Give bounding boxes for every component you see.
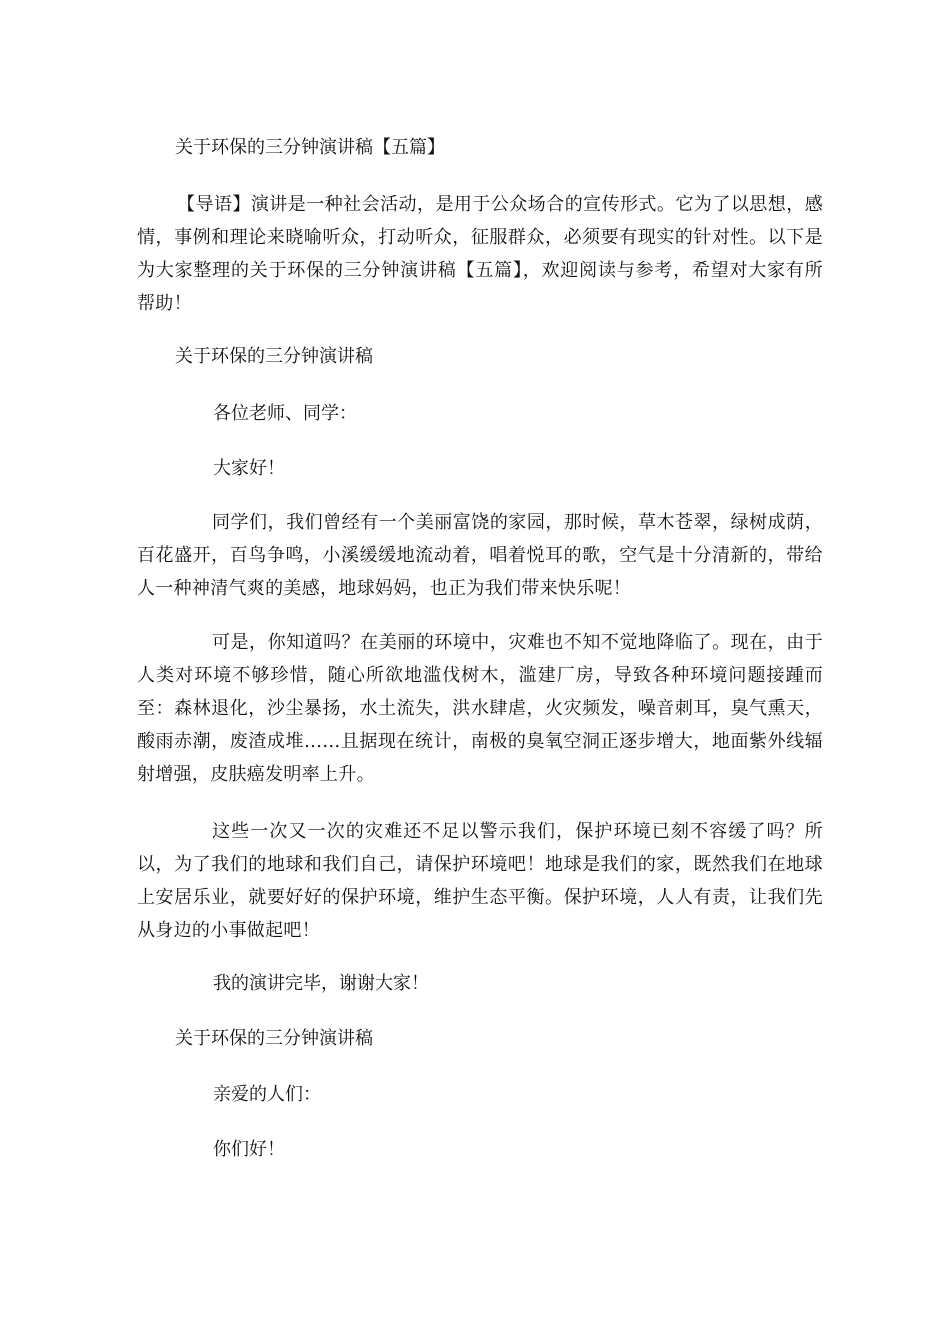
speech2-heading: 关于环保的三分钟演讲稿 xyxy=(175,1028,373,1049)
document-title: 关于环保的三分钟演讲稿【五篇】 xyxy=(175,137,445,158)
speech2-greeting: 你们好！ xyxy=(213,1139,285,1160)
speech1-heading: 关于环保的三分钟演讲稿 xyxy=(175,346,373,367)
speech1-salutation: 各位老师、同学： xyxy=(213,403,357,424)
speech1-closing: 我的演讲完毕，谢谢大家！ xyxy=(213,973,429,994)
speech1-paragraph-1: 同学们，我们曾经有一个美丽富饶的家园，那时候，草木苍翠，绿树成荫，百花盛开，百鸟争鸣，小溪缓缓地流动着，唱着悦耳的歌，空气是十分清新的，带给人一种神清气爽的美感，地球妈妈，也正为我们带来快乐呢！ xyxy=(137,512,823,599)
speech2-salutation: 亲爱的人们： xyxy=(213,1084,321,1105)
speech1-greeting: 大家好！ xyxy=(213,458,285,479)
speech1-paragraph-2: 可是，你知道吗？在美丽的环境中，灾难也不知不觉地降临了。现在，由于人类对环境不够珍惜，随心所欲地滥伐树木，滥建厂房，导致各种环境问题接踵而至：森林退化，沙尘暴扬，水土流失，洪水肆虐，火灾频发，噪音刺耳，臭气熏天，酸雨赤潮，废渣成堆……且据现在统计，南极的臭氧空洞正逐步增大，地面紫外线辐射增强，皮肤癌发明率上升。 xyxy=(137,632,823,785)
intro-paragraph: 【导语】演讲是一种社会活动，是用于公众场合的宣传形式。它为了以思想，感情，事例和理论来晓喻听众，打动听众，征服群众，必须要有现实的针对性。以下是为大家整理的关于环保的三分钟演讲稿【五篇】，欢迎阅读与参考，希望对大家有所帮助！ xyxy=(137,194,823,314)
speech1-paragraph-3: 这些一次又一次的灾难还不足以警示我们，保护环境已刻不容缓了吗？所以，为了我们的地球和我们自己，请保护环境吧！地球是我们的家，既然我们在地球上安居乐业，就要好好的保护环境，维护生态平衡。保护环境，人人有责，让我们先从身边的小事做起吧！ xyxy=(137,821,823,941)
